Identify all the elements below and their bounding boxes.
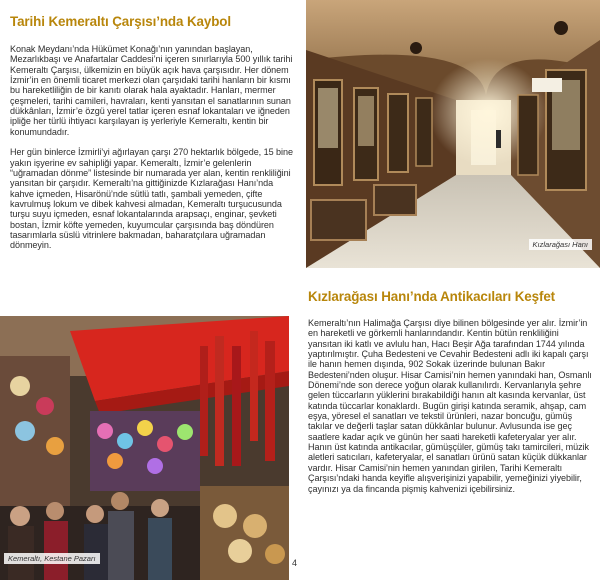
page-number: 4 [292,558,298,568]
left-heading: Tarihi Kemeraltı Çarşısı’nda Kaybol [10,14,231,29]
left-paragraph-2: Her gün binlerce İzmirli’yi ağırlayan çarşı 270 hektarlık bölgede, 15 bine yakın işyerine ev sahipliği yapar. Kemeraltı, İzmir’e gelenlerin “uğramadan dönme” listesinde bir numarada yer alan, kentin renkliliğini yansıtan bir çarşıdır. Kemeraltı’na gittiğinizde Kızlarağası Hanı’nda kahve içmeden, Hisarönü’nde sütlü tatlı, şambali yemeden, çifte kavrulmuş lokum ve dibek kahvesi almadan, Kemeraltı turşucusunda turşu suyu içmeden, esnaf lokantalarında arapsaçı, enginar, şevketi bostan, İzmir köfte yemeden, kuyumcular çarşısında baş döndüren tasarımlarla süslü vitrinlere bakmadan, baharatçılara uğramadan dönmeyin. [10,147,293,251]
right-heading: Kızlarağası Hanı’nda Antikacıları Keşfet [308,289,556,304]
bazaar-caption: Kemeraltı, Kestane Pazarı [4,553,100,564]
right-body [308,318,592,504]
left-paragraph-1: Konak Meydanı’nda Hükümet Konağı’nın yanından başlayan, Mezarlıkbaşı ve Anafartalar Caddesi’ni içeren sınırlarıyla 500 yıllık tarihi Kemeraltı Çarşısı, ülkemizin en büyük açık hava çarşısıdır. Her dönem İzmir’in en önemli ticaret merkezi olan çarşıdaki tarihi hanların bir kısmı bu hareketliliğin de bir kanıtı olarak hala ayaktadır. Hanları, mermer çeşmeleri, tarihi camileri, havraları, kenti yansıtan el sanatlarının sunan dükkânları, İzmir’e özgü yerel tatlar içeren esnaf lokantaları ve iğneden ipliğe her türlü ihtiyacı karşılayan iş yerleriyle Kemeraltı, kentin bir konumundadır. [10,44,293,137]
right-paragraph-1: Kemeraltı’nın Halimağa Çarşısı diye bilinen bölgesinde yer alır. İzmir’in en hareketli ve görkemli hanlarındandır. Kentin bütün renkliliğini yansıtan iki katlı ve avlulu han, Hacı Beşir Ağa tarafından 1744 yılında yaptırılmıştır. Çuha Bedesteni ve Cevahir Bedesteni adlı iki kapalı çarşı ile hanın hemen dışında, 902 Sokak üzerinde bulunan Bakır Bedesteni’nden oluşur. Hisar Camisi’nin hemen yanındaki han, Osmanlı Dönemi’nde son derece yoğun olarak kullanılırdı. Kervanlarıyla şehre gelen tüccarların yüklerini bırakabildiği hanın alt kasında kervanlar, üst katında tüccarlar konaklardı. Bugün girişi katında seramik, ahşap, cam eşya, yöresel el sanatları ve tekstil ürünleri, nazar boncuğu, gümüş takılar ve değerli taşlar satan dükkânlar bulunur. Avlusunda ise geç saatlere kadar açık ve günün her saati hareketli kafeteryalar yer alır. Hanın üst katında antikacılar, gümüşçüler, gümüş takı tamircileri, müzik aletleri satıcıları, kafeteryalar, el sanatları ürünü satan küçük dükkanlar vardır. Hisar Camisi’nin hemen yanından girilen, Tarihi Kemeraltı Çarşısı’ndaki handa keyifle alışverişinizi yapabilir, yemeğinizi yiyebilir, çayınızı ya da fincanda pişmiş kahvenizi içebilirsiniz. [308,318,592,494]
left-body [10,44,293,261]
han-caption: Kızlarağası Hanı [529,239,592,250]
han-corridor-photo [306,0,600,268]
bazaar-photo [0,316,289,580]
